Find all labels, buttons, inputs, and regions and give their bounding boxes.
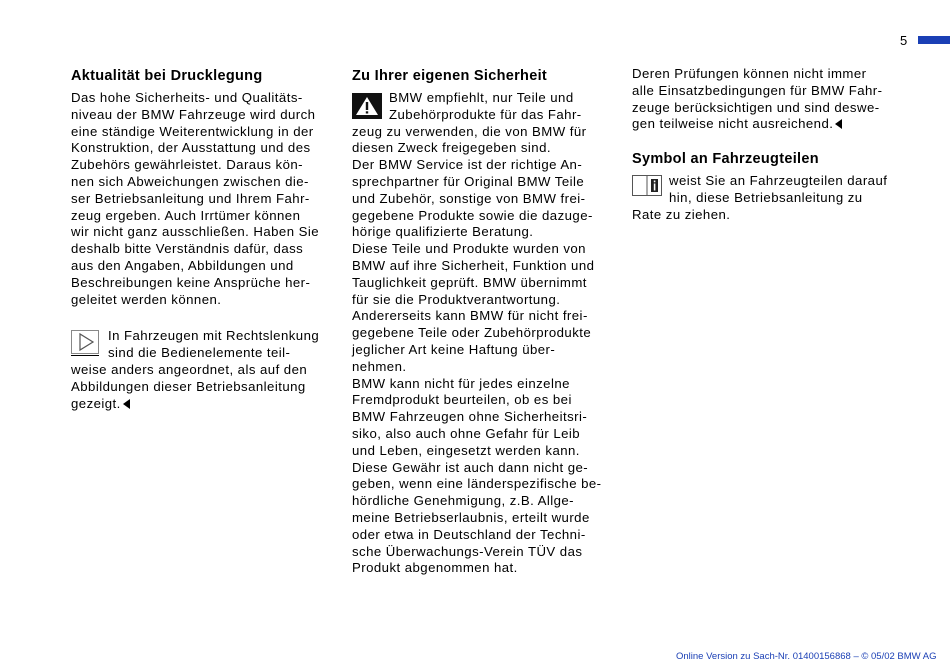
column-left [71,66,337,412]
note-text-indented: In Fahrzeugen mit Rechtslenkung sind die Bedienelemente teil- [108,328,320,361]
section-heading-symbol: Symbol an Fahrzeugteilen [632,151,819,168]
note-right-hand-drive [71,328,337,412]
warning-block [352,90,624,124]
manual-info-icon [632,175,662,197]
footer-copyright: Online Version zu Sach-Nr. 01400156868 – © 05/02 BMW AG [676,651,937,662]
section-heading-aktualitaet: Aktualität bei Drucklegung [71,68,263,84]
warning-text-indented: BMW empfiehlt, nur Teile und Zubehörprodukte für das Fahr- [389,90,582,122]
info-text-indented: weist Sie an Fahrzeugteilen darauf hin, diese Betriebsanleitung zu [669,173,888,205]
note-text-rest: weise anders angeordnet, als auf den Abbildungen dieser Betriebsanleitung gezeigt. [71,361,308,411]
right-hand-drive-note-icon [71,330,99,356]
page-tab-marker [918,36,950,44]
info-block [632,173,902,223]
column-middle [352,66,624,577]
end-of-section-icon [123,399,130,409]
paragraph-pruefungen: Deren Prüfungen können nicht immer alle Einsatzbedingungen für BMW Fahr- zeuge berücksichtigen und sind deswe- gen teilweise nicht ausreichend. [632,66,883,132]
warning-triangle-icon [352,93,382,119]
end-of-section-icon [835,119,842,129]
page-number: 5 [900,33,908,48]
section-heading-sicherheit: Zu Ihrer eigenen Sicherheit [352,68,548,84]
column-right [632,66,902,224]
paragraph-sicherheit: zeug zu verwenden, die von BMW für diesen Zweck freigegeben sind. Der BMW Service ist der richtige An- sprechpartner für Original BMW Teile und Zubehör, sonstige von BMW frei- gegebene Produkte sowie die dazuge- hörige qualifizierte Beratung. Diese Teile und Produkte wurden von BMW auf ihre Sicherheit, Funktion und Tauglichkeit geprüft. BMW übernimmt für sie die Produktverantwortung. Andererseits kann BMW für nicht frei- gegebene Teile oder Zubehörprodukte jeglicher Art keine Haftung über- nehmen. BMW kann nicht für jedes einzelne Fremdprodukt beurteilen, ob es bei BMW Fahrzeugen ohne Sicherheitsri- siko, also auch ohne Gefahr für Leib und Leben, eingesetzt werden kann. Diese Gewähr ist auch dann nicht ge- geben, wenn eine länderspezifische be- hördliche Genehmigung, z.B. Allge- meine Betriebserlaubnis, erteilt wurde oder etwa in Deutschland der Techni- sche Überwachungs-Verein TÜV das Produkt abgenommen hat. [352,123,602,576]
paragraph-aktualitaet: Das hohe Sicherheits- und Qualitäts- niveau der BMW Fahrzeuge wird durch eine ständige Weiterentwicklung in der Konstruktion, der Ausstattung und des Zubehörs gewährleistet. Daraus kön- nen sich Abweichungen zwischen die- ser Betriebsanleitung und Ihrem Fahr- zeug ergeben. Auch Irrtümer können wir nicht ganz ausschließen. Haben Sie deshalb bitte Verständnis dafür, dass aus den Angaben, Abbildungen und Beschreibungen keine Ansprüche her- geleitet werden können. [71,90,320,307]
info-text-rest: Rate zu ziehen. [632,206,731,222]
